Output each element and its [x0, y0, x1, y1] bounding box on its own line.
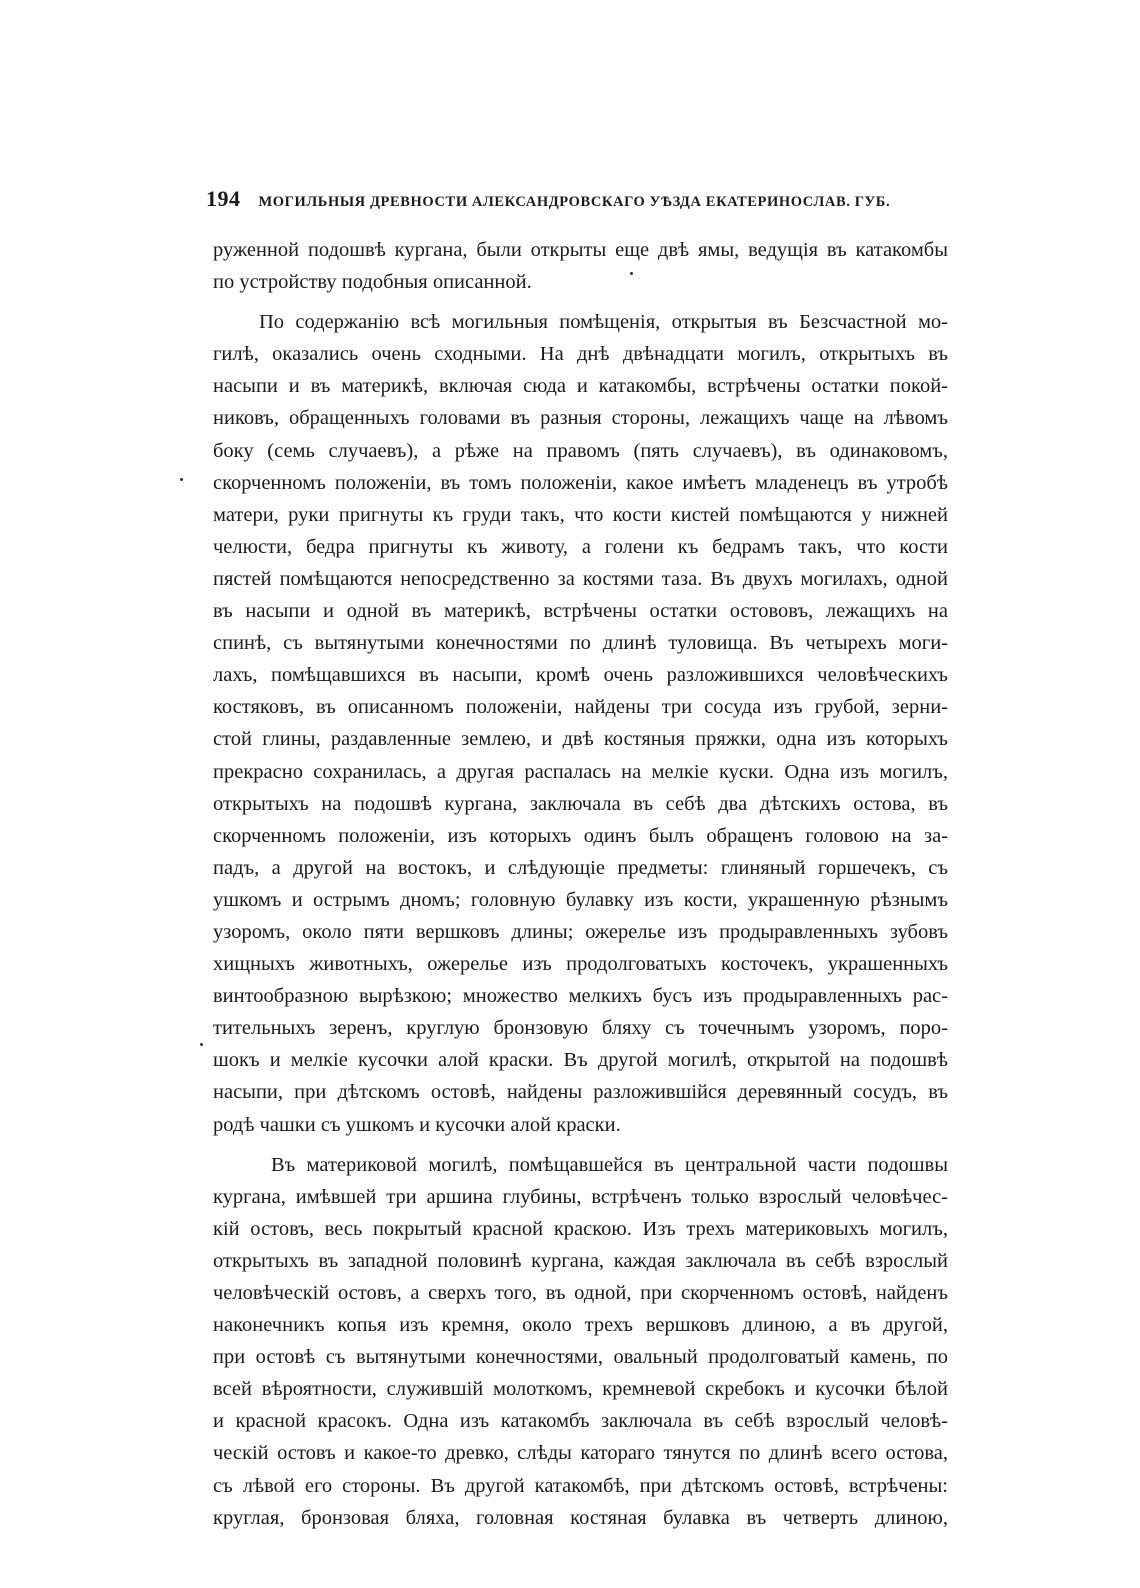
text-line: стой глины, раздавленные землею, и двѣ костяныя пряжки, одна изъ которыхъ — [213, 728, 948, 751]
text-line: руженной подошвѣ кургана, были открыты еще двѣ ямы, ведущія въ катакомбы — [213, 239, 948, 261]
text-line: кургана, имѣвшей три аршина глубины, встрѣченъ только взрослый человѣчес- — [213, 1185, 948, 1208]
text-line: кій остовъ, весь покрытый красной краскою. Изъ трехъ материковыхъ могилъ, — [213, 1217, 948, 1240]
text-line: при остовѣ съ вытянутыми конечностями, овальный продолговатый камень, по — [213, 1346, 948, 1369]
text-line: По содержанію всѣ могильныя помѣщенія, открытыя въ Безсчастной мо- — [259, 311, 948, 334]
text-line: винтообразною вырѣзкою; множество мелкихъ бусъ изъ продыравленныхъ рас- — [213, 985, 948, 1008]
text-line: пястей помѣщаются непосредственно за костями таза. Въ двухъ могилахъ, одной — [213, 567, 948, 590]
text-line: тительныхъ зеренъ, круглую бронзовую бляху съ точечнымъ узоромъ, поро- — [213, 1017, 948, 1040]
text-line: скорченномъ положеніи, въ томъ положеніи, какое имѣетъ младенецъ въ утробѣ — [213, 471, 948, 494]
text-line: наконечникъ копья изъ кремня, около трехъ вершковъ длиною, а въ другой, — [213, 1314, 948, 1337]
text-line: круглая, бронзовая бляха, головная костяная булавка въ четверть длиною, — [213, 1506, 948, 1529]
scan-speck — [180, 478, 183, 481]
scan-speck — [630, 272, 633, 275]
text-line: Въ материковой могилѣ, помѣщавшейся въ центральной части подошвы — [271, 1153, 948, 1176]
text-line: открытыхъ на подошвѣ кургана, заключала въ себѣ два дѣтскихъ остова, въ — [213, 792, 948, 815]
page-header — [206, 186, 966, 218]
scan-speck — [200, 1043, 203, 1046]
text-line: съ лѣвой его стороны. Въ другой катакомбѣ, при дѣтскомъ остовѣ, встрѣчены: — [213, 1474, 948, 1497]
running-title: МОГИЛЬНЫЯ ДРЕВНОСТИ АЛЕКСАНДРОВСКАГО УѢЗДА ЕКАТЕРИНОСЛАВ. ГУБ. — [258, 194, 891, 210]
text-line: насыпи и въ материкѣ, включая сюда и катакомбы, встрѣчены остатки покой- — [213, 375, 948, 398]
text-line: скорченномъ положеніи, изъ которыхъ одинъ былъ обращенъ головою на за- — [213, 824, 948, 847]
text-line: хищныхъ животныхъ, ожерелье изъ продолговатыхъ косточекъ, украшенныхъ — [213, 953, 948, 976]
text-line: падъ, а другой на востокъ, и слѣдующіе предметы: глиняный горшечекъ, съ — [213, 856, 948, 879]
text-line: по устройству подобныя описанной. — [213, 271, 532, 294]
text-line: открытыхъ въ западной половинѣ кургана, каждая заключала въ себѣ взрослый — [213, 1249, 948, 1272]
text-line: лахъ, помѣщавшихся въ насыпи, кромѣ очень разложившихся человѣческихъ — [213, 664, 948, 687]
text-line: прекрасно сохранилась, а другая распалась на мелкіе куски. Одна изъ могилъ, — [213, 760, 948, 783]
text-line: въ насыпи и одной въ материкѣ, встрѣчены остатки остововъ, лежащихъ на — [213, 600, 948, 623]
body-text — [213, 234, 948, 1534]
text-line: ушкомъ и острымъ дномъ; головную булавку изъ кости, украшенную рѣзнымъ — [213, 888, 948, 911]
text-line: костяковъ, въ описанномъ положеніи, найдены три сосуда изъ грубой, зерни- — [213, 696, 948, 719]
text-line: насыпи, при дѣтскомъ остовѣ, найдены разложившійся деревянный сосудъ, въ — [213, 1081, 948, 1104]
text-line: никовъ, обращенныхъ головами въ разныя стороны, лежащихъ чаще на лѣвомъ — [213, 407, 948, 430]
text-line: боку (семь случаевъ), а рѣже на правомъ (пять случаевъ), въ одинаковомъ, — [213, 439, 948, 462]
text-line: человѣческій остовъ, а сверхъ того, въ одной, при скорченномъ остовѣ, найденъ — [213, 1282, 948, 1304]
text-line: всей вѣроятности, служившій молоткомъ, кремневой скребокъ и кусочки бѣлой — [213, 1378, 948, 1401]
text-line: матери, руки пригнуты къ груди такъ, что кости кистей помѣщаются у нижней — [213, 503, 948, 526]
text-line: и красной красокъ. Одна изъ катакомбъ заключала въ себѣ взрослый человѣ- — [213, 1410, 948, 1433]
text-line: гилѣ, оказались очень сходными. На днѣ двѣнадцати могилъ, открытыхъ въ — [213, 343, 948, 366]
page-number: 194 — [206, 186, 241, 211]
text-line: узоромъ, около пяти вершковъ длины; ожерелье изъ продыравленныхъ зубовъ — [213, 920, 948, 943]
text-line: родѣ чашки съ ушкомъ и кусочки алой краски. — [213, 1113, 621, 1136]
text-line: шокъ и мелкіе кусочки алой краски. Въ другой могилѣ, открытой на подошвѣ — [213, 1049, 948, 1072]
text-line: ческій остовъ и какое-то древко, слѣды катораго тянутся по длинѣ всего остова, — [213, 1442, 948, 1465]
text-line: спинѣ, съ вытянутыми конечностями по длинѣ туловища. Въ четырехъ моги- — [213, 632, 948, 655]
text-line: челюсти, бедра пригнуты къ животу, а голени къ бедрамъ такъ, что кости — [213, 535, 948, 558]
